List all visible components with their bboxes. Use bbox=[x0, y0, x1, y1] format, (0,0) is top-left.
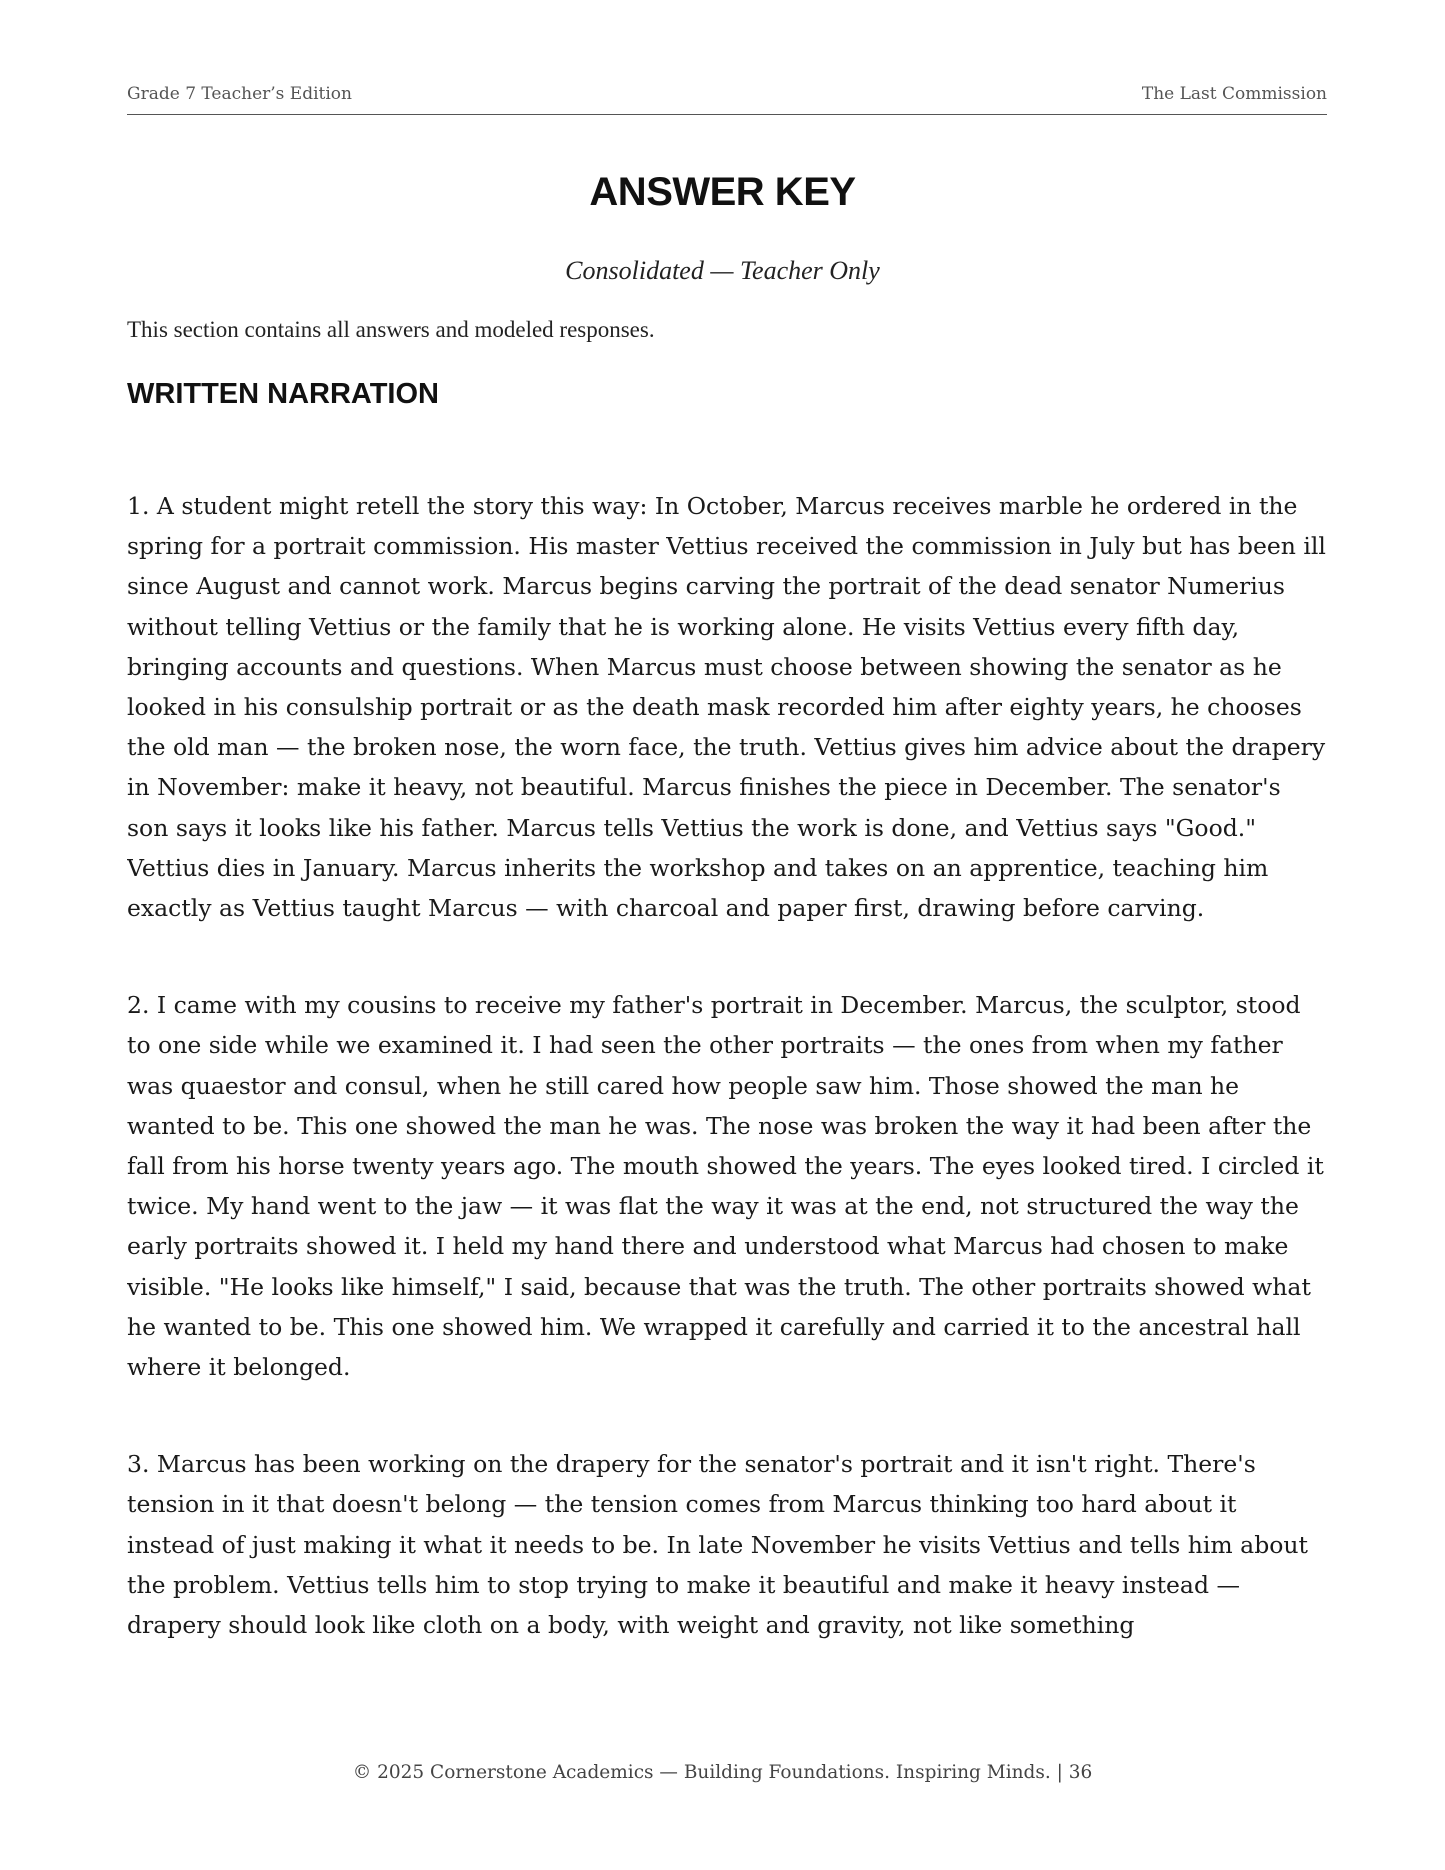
answer-1: 1. A student might retell the story this way: In October, Marcus receives marble he ordered in the spring for a portrait commission. His master Vettius received the commission in July but has been ill since August and cannot work. Marcus begins carving the portrait of the dead senator Numerius without telling Vettius or the family that he is working alone. He visits Vettius every fifth day, bringing accounts and questions. When Marcus must choose between showing the senator as he looked in his consulship portrait or as the death mask recorded him after eighty years, he chooses the old man — the broken nose, the worn face, the truth. Vettius gives him advice about the drapery in November: make it heavy, not beautiful. Marcus finishes the piece in December. The senator's son says it looks like his father. Marcus tells Vettius the work is done, and Vettius says "Good." Vettius dies in January. Marcus inherits the workshop and takes on an apprentice, teaching him exactly as Vettius taught Marcus — with charcoal and paper first, drawing before carving. bbox=[127, 492, 1326, 923]
header-title-label: The Last Commission bbox=[1141, 84, 1327, 104]
page-title: ANSWER KEY bbox=[589, 170, 856, 214]
answer-3: 3. Marcus has been working on the drapery for the senator's portrait and it isn't right. There's tension in it that doesn't belong — the tension comes from Marcus thinking too hard about it instead of just making it what it needs to be. In late November he visits Vettius and tells him about the problem. Vettius tells him to stop trying to make it beautiful and make it heavy instead — drapery should look like cloth on a body, with weight and gravity, not like something bbox=[127, 1450, 1308, 1640]
running-header bbox=[127, 84, 1327, 115]
answer-2: 2. I came with my cousins to receive my father's portrait in December. Marcus, the sculptor, stood to one side while we examined it. I had seen the other portraits — the ones from when my father was quaestor and consul, when he still cared how people saw him. Those showed the man he wanted to be. This one showed the man he was. The nose was broken the way it had been after the fall from his horse twenty years ago. The mouth showed the years. The eyes looked tired. I circled it twice. My hand went to the jaw — it was flat the way it was at the end, not structured the way the early portraits showed it. I held my hand there and understood what Marcus had chosen to make visible. "He looks like himself," I said, because that was the truth. The other portraits showed what he wanted to be. This one showed him. We wrapped it carefully and carried it to the ancestral hall where it belonged. bbox=[127, 991, 1324, 1382]
answers-list bbox=[127, 486, 1327, 1698]
page-subtitle: Consolidated — Teacher Only bbox=[565, 256, 880, 285]
intro-text: This section contains all answers and modeled responses. bbox=[127, 317, 655, 342]
header-grade-label: Grade 7 Teacher’s Edition bbox=[127, 84, 352, 104]
page-footer: © 2025 Cornerstone Academics — Building Foundations. Inspiring Minds. | 36 bbox=[352, 1762, 1093, 1783]
section-heading: WRITTEN NARRATION bbox=[127, 378, 439, 410]
